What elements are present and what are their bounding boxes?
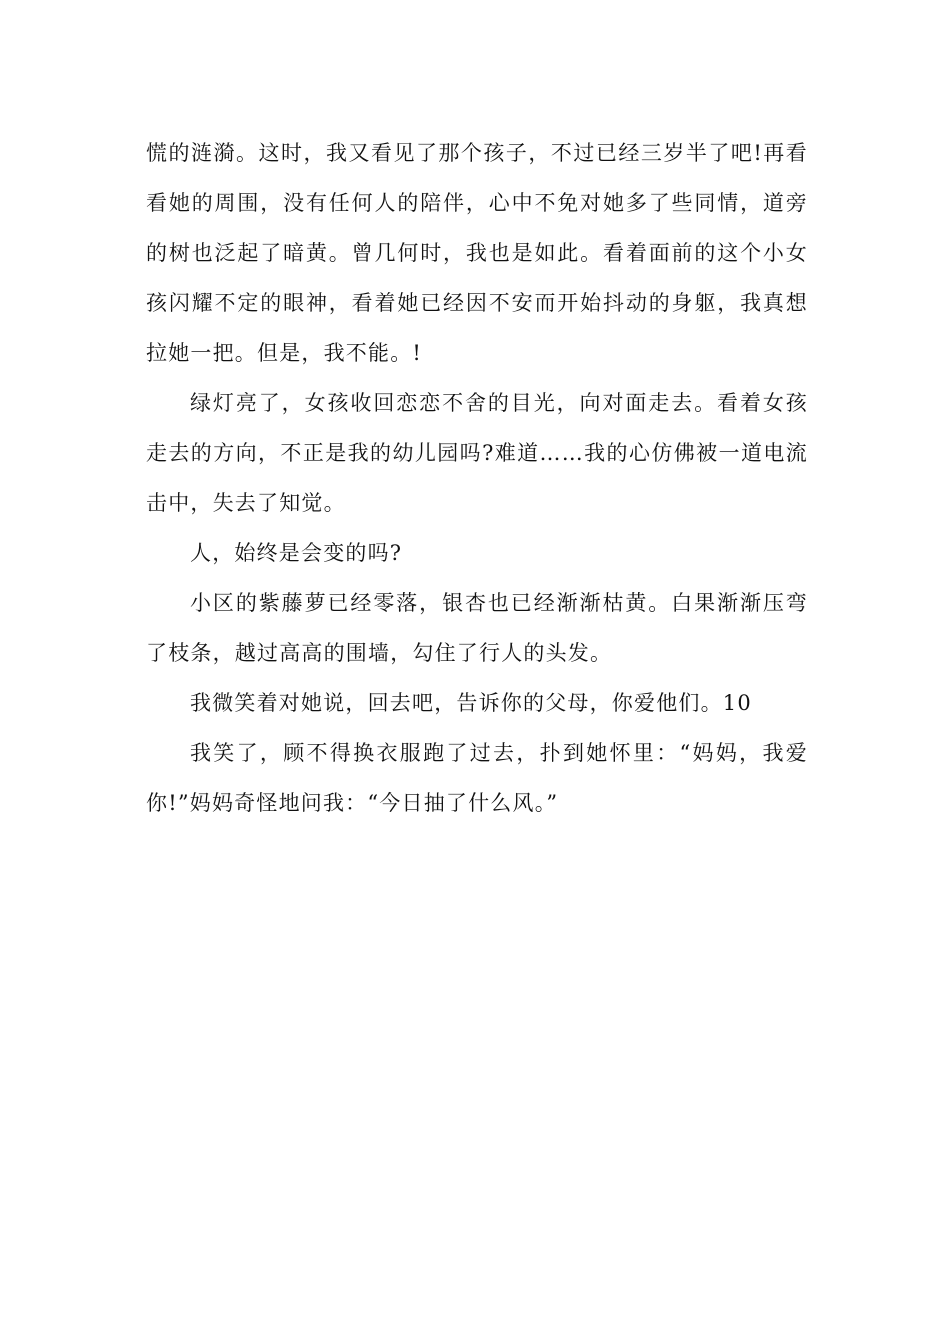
paragraph-4: 小区的紫藤萝已经零落，银杏也已经渐渐枯黄。白果渐渐压弯了枝条，越过高高的围墙，勾住了行人的头发。 xyxy=(146,591,808,665)
paragraph-5: 我微笑着对她说，回去吧，告诉你的父母，你爱他们。10 xyxy=(190,691,752,715)
document-body xyxy=(146,128,808,828)
paragraph-1: 慌的涟漪。这时，我又看见了那个孩子，不过已经三岁半了吧!再看看她的周围，没有任何人的陪伴，心中不免对她多了些同情，道旁的树也泛起了暗黄。曾几何时，我也是如此。看着面前的这个小女孩闪耀不定的眼神，看着她已经因不安而开始抖动的身躯，我真想拉她一把。但是，我不能。! xyxy=(146,141,808,365)
paragraph-3: 人，始终是会变的吗? xyxy=(190,541,403,565)
paragraph-2: 绿灯亮了，女孩收回恋恋不舍的目光，向对面走去。看着女孩走去的方向，不正是我的幼儿园吗?难道……我的心仿佛被一道电流击中，失去了知觉。 xyxy=(146,391,808,515)
paragraph-6: 我笑了，顾不得换衣服跑了过去，扑到她怀里：“妈妈，我爱你!”妈妈奇怪地问我：“今日抽了什么风。” xyxy=(146,741,808,815)
